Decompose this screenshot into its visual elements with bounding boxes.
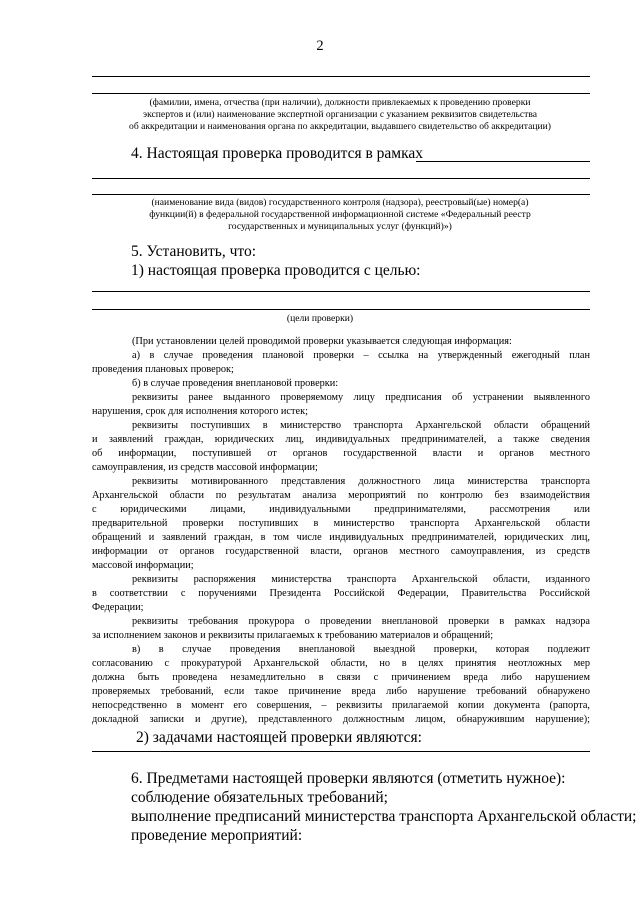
info-line: в) в случае проведения внеплановой выездной проверки, которая подлежит [132,644,590,655]
control-caption-line: функции(й) в федеральной государственной информационной системе «Федеральный реестр [149,209,531,220]
control-type-input-line-1[interactable] [92,178,590,179]
section-5-title: 5. Установить, что: [131,243,257,260]
subject-option-measures[interactable]: проведение мероприятий: [131,827,303,844]
control-caption [60,197,620,233]
info-line: об информации, поступившей от органов государственной власти и органов местного [92,448,590,459]
info-line: обращений и заявлений граждан, в том числе индивидуальных предпринимателей, юридических лиц, [92,532,590,543]
info-line: реквизиты мотивированного представления должностного лица министерства транспорта [132,476,590,487]
info-line: реквизиты распоряжения министерства транспорта Архангельской области, изданного [132,574,590,585]
info-line: самоуправления, из средств массовой информации; [92,462,318,473]
control-type-input-inline[interactable] [416,161,590,162]
goals-caption: (цели проверки) [286,313,354,324]
info-line: и заявлений граждан, юридических лиц, индивидуальных предпринимателей, а также сведения [92,434,590,445]
info-line: докладной записки и другие), представленного должностным лицом, обнаружившим нарушение); [92,714,590,725]
tasks-intro: 2) задачами настоящей проверки являются: [136,729,422,746]
info-line: в соответствии с поручениями Президента Российской Федерации, Правительства Российской [92,588,590,599]
info-line: массовой информации; [92,560,194,571]
info-line: а) в случае проведения плановой проверки – ссылка на утвержденный ежегодный план [132,350,590,361]
info-block [92,335,590,725]
info-line: реквизиты требования прокурора о проведении внеплановой проверки в рамках надзора [132,616,590,627]
info-line: Федерации; [92,602,144,613]
control-caption-line: (наименование вида (видов) государственного контроля (надзора), реестровый(ые) номер(а) [151,197,529,208]
info-line: предварительной проверки поступивших в министерство транспорта Архангельской области [92,518,590,529]
info-line: (При установлении целей проводимой проверки указывается следующая информация: [132,336,512,347]
info-line: непосредственно в момент его совершения, – реквизиты прилагаемой копии документа (рапорта, [92,700,590,711]
section-4-title: 4. Настоящая проверка проводится в рамках [131,145,424,162]
experts-input-line-1[interactable] [92,76,590,77]
info-line: б) в случае проведения внеплановой проверки: [132,378,339,389]
control-type-input-line-2[interactable] [92,194,590,195]
experts-caption-line: экспертов и (или) наименование экспертной организации с указанием реквизитов свидетельства [143,109,537,120]
experts-caption [60,97,620,133]
goals-input-line-1[interactable] [92,291,590,292]
subject-option-requirements[interactable]: соблюдение обязательных требований; [131,789,388,806]
subject-option-orders[interactable]: выполнение предписаний министерства транспорта Архангельской области; [131,808,637,825]
tasks-input-line[interactable] [92,751,590,752]
info-line: согласованию с прокуратурой Архангельской области, но в целях принятия неотложных мер [92,658,590,669]
info-line: за исполнением законов и реквизиты прилагаемых к требованию материалов и обращений; [92,630,494,641]
experts-input-line-2[interactable] [92,93,590,94]
info-line: должна быть проведена незамедлительно в связи с причинением вреда либо нарушением [92,672,590,683]
experts-caption-line: об аккредитации и наименования органа по аккредитации, выдавшего свидетельство об аккредитации) [129,121,551,132]
experts-caption-line: (фамилии, имена, отчества (при наличии), должности привлекаемых к проведению проверки [149,97,531,108]
page-number: 2 [316,38,324,54]
info-line: с юридическими лицами, индивидуальными предпринимателями, рассмотрения или [92,504,590,515]
goals-input-line-2[interactable] [92,309,590,310]
info-line: проведения плановых проверок; [92,364,234,375]
info-line: реквизиты ранее выданного проверяемому лицу предписания об устранении выявленного [132,392,590,403]
section-6-title: 6. Предметами настоящей проверки являются (отметить нужное): [131,770,566,787]
info-line: нарушения, срок для исполнения которого истек; [92,406,308,417]
info-line: проверяемых требований, если такое причинение вреда либо нарушение требований обнаружено [92,686,590,697]
info-line: информации от органов государственной власти, органов местного самоуправления, из средств [92,546,590,557]
control-caption-line: государственных и муниципальных услуг (функций)») [228,221,452,232]
info-line: реквизиты поступивших в министерство транспорта Архангельской области обращений [132,420,590,431]
info-line: Архангельской области по результатам анализа мероприятий по контролю без взаимодействия [92,490,590,501]
goal-intro: 1) настоящая проверка проводится с целью: [131,262,421,279]
